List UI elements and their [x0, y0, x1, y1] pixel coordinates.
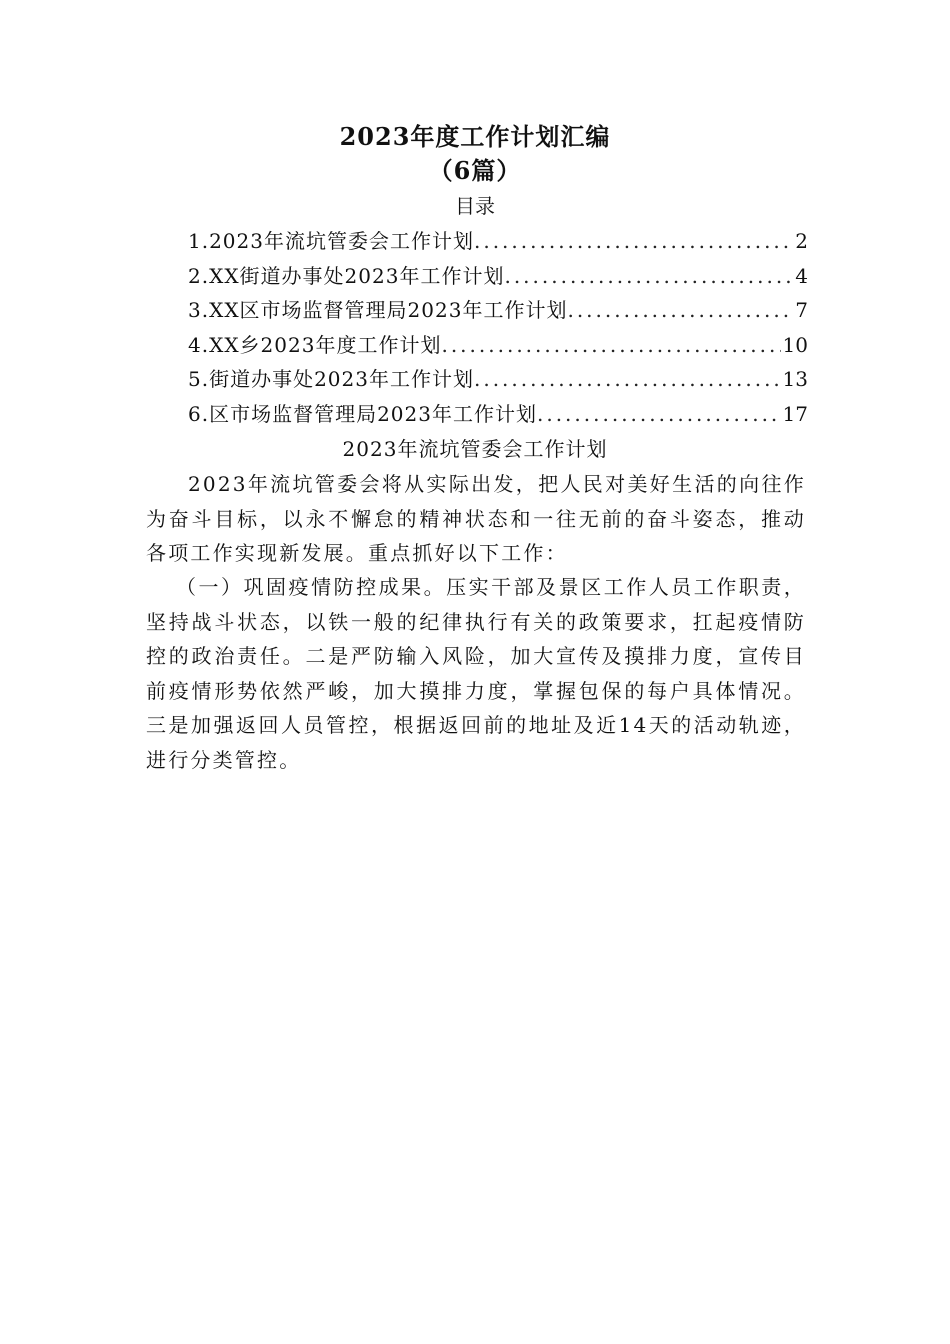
toc-entry-page: 10: [782, 332, 808, 357]
toc-leader-dots: [474, 364, 781, 394]
toc-entry[interactable]: [188, 399, 808, 434]
document-subtitle: （6篇）: [428, 156, 522, 185]
table-of-contents: [188, 226, 808, 434]
toc-entry[interactable]: [188, 330, 808, 365]
toc-entry-page: 7: [795, 298, 808, 323]
toc-entry-page: 17: [782, 401, 808, 426]
toc-leader-dots: [567, 295, 793, 325]
toc-entry-title: 4.XX乡2023年度工作计划: [188, 332, 442, 357]
section-title: 2023年流坑管委会工作计划: [342, 437, 608, 461]
toc-entry[interactable]: [188, 226, 808, 261]
document-title: 2023年度工作计划汇编: [339, 122, 611, 151]
toc-leader-dots: [474, 226, 793, 256]
toc-entry[interactable]: [188, 364, 808, 399]
toc-entry-title: 1.2023年流坑管委会工作计划: [188, 229, 474, 253]
toc-entry-title: 6.区市场监督管理局2023年工作计划: [188, 401, 537, 426]
toc-entry[interactable]: [188, 261, 808, 296]
toc-entry[interactable]: [188, 295, 808, 330]
toc-entry-title: 3.XX区市场监督管理局2023年工作计划: [188, 298, 568, 323]
toc-heading: 目录: [455, 194, 495, 218]
toc-entry-page: 13: [782, 367, 808, 392]
toc-entry-title: 5.街道办事处2023年工作计划: [188, 367, 474, 392]
toc-entry-page: 2: [795, 229, 808, 253]
body-paragraph: （一）巩固疫情防控成果。压实干部及景区工作人员工作职责，坚持战斗状态，以铁一般的纪律执行有关的政策要求，扛起疫情防控的政治责任。二是严防输入风险，加大宣传及摸排力度，宣传目前疫情形势依然严峻，加大摸排力度，掌握包保的每户具体情况。三是加强返回人员管控，根据返回前的地址及近14天的活动轨迹，进行分类管控。: [146, 575, 806, 772]
toc-leader-dots: [441, 330, 780, 360]
toc-leader-dots: [504, 261, 793, 291]
toc-entry-page: 4: [795, 263, 808, 288]
toc-entry-title: 2.XX街道办事处2023年工作计划: [188, 263, 505, 288]
toc-leader-dots: [537, 399, 781, 429]
body-paragraph: 2023年流坑管委会将从实际出发，把人民对美好生活的向往作为奋斗目标，以永不懈怠的精神状态和一往无前的奋斗姿态，推动各项工作实现新发展。重点抓好以下工作：: [146, 472, 806, 565]
